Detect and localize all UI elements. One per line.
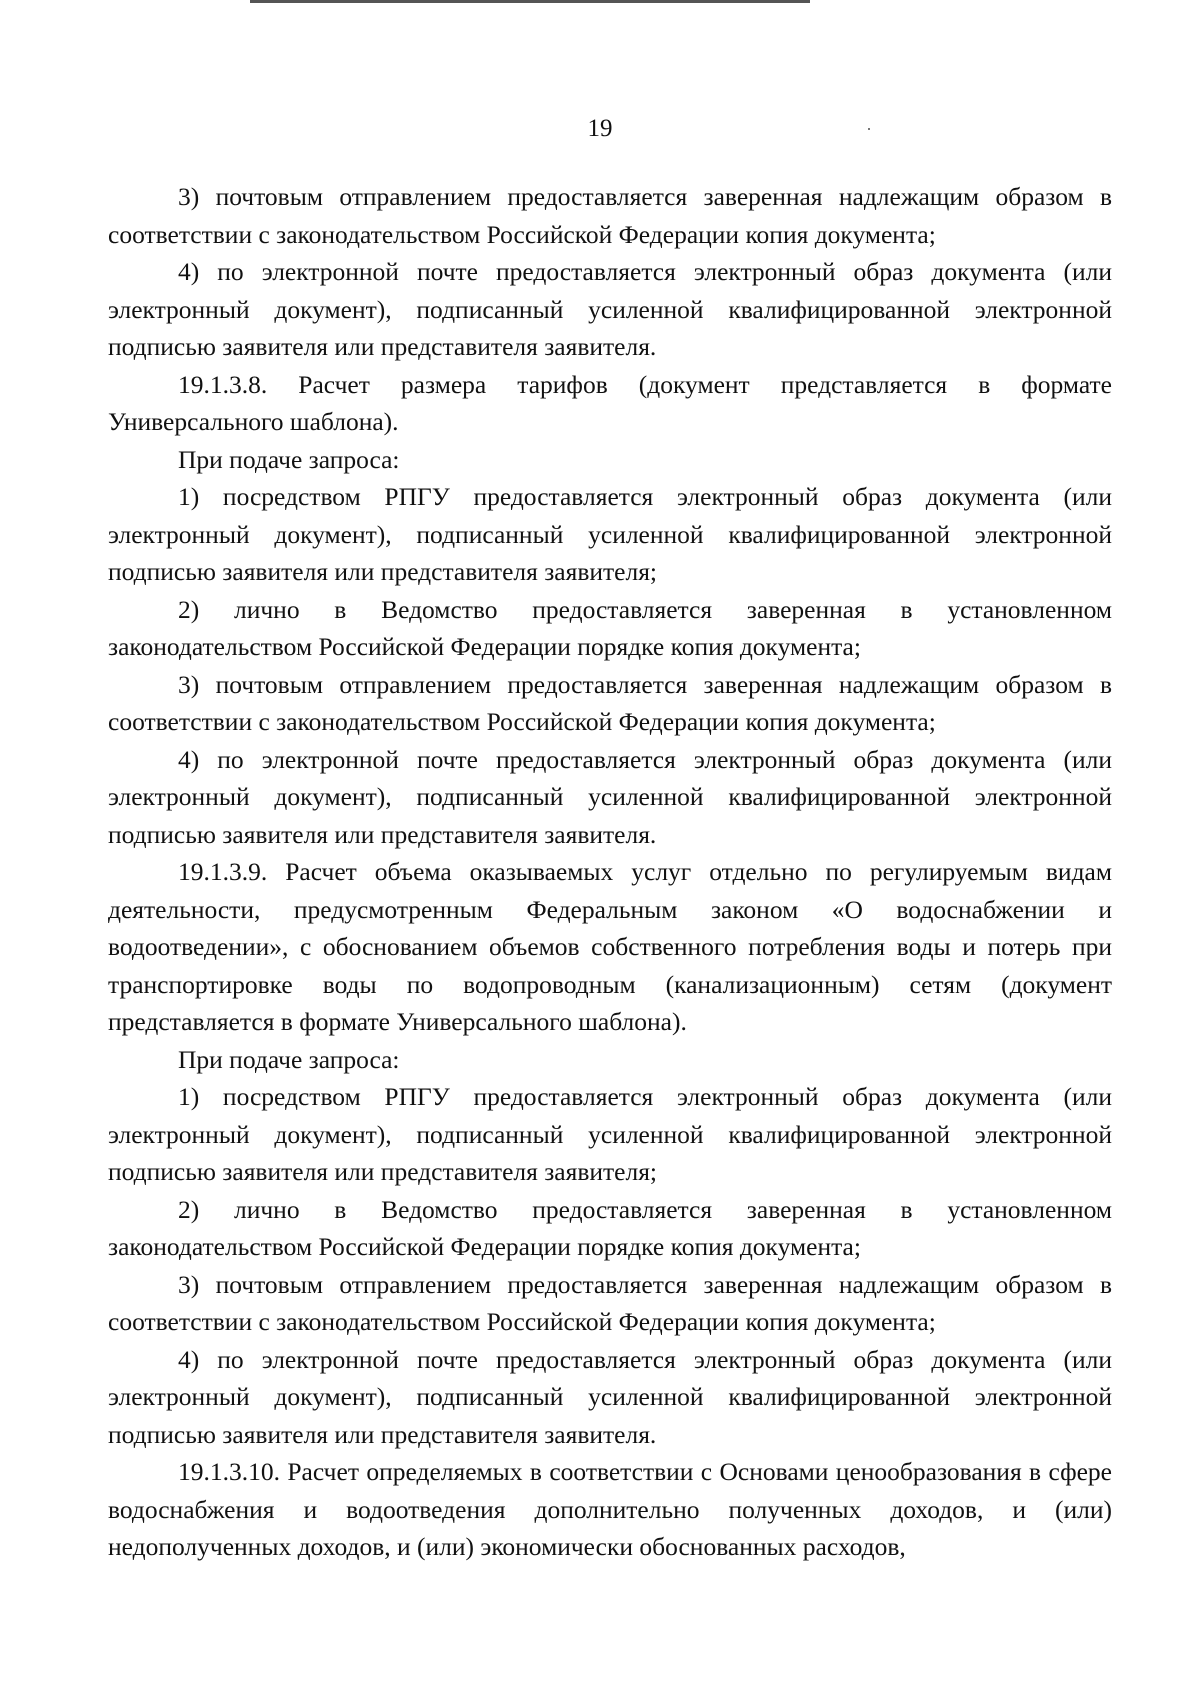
paragraph: 3) почтовым отправлением предоставляется заверенная надлежащим образом в соответствии с законодательством Российской Федерации копия документа; bbox=[108, 182, 1112, 249]
paragraph: 4) по электронной почте предоставляется электронный образ документа (или электронный документ), подписанный усиленной квалифицированной электронной подписью заявителя или представителя заявителя. bbox=[108, 744, 1112, 849]
paragraph: 4) по электронной почте предоставляется электронный образ документа (или электронный документ), подписанный усиленной квалифицированной электронной подписью заявителя или представителя заявителя. bbox=[108, 1344, 1112, 1449]
scan-edge-line bbox=[250, 0, 810, 3]
paragraph: 3) почтовым отправлением предоставляется заверенная надлежащим образом в соответствии с законодательством Российской Федерации копия документа; bbox=[108, 1269, 1112, 1336]
document-body bbox=[108, 178, 1112, 1566]
paragraph: При подаче запроса: bbox=[178, 1044, 400, 1074]
paragraph: 2) лично в Ведомство предоставляется заверенная в установленном законодательством Российской Федерации порядке копия документа; bbox=[108, 594, 1112, 661]
paragraph: 1) посредством РПГУ предоставляется электронный образ документа (или электронный документ), подписанный усиленной квалифицированной электронной подписью заявителя или представителя заявителя; bbox=[108, 1082, 1112, 1186]
page-number: 19 bbox=[587, 115, 613, 142]
paragraph: 19.1.3.9. Расчет объема оказываемых услуг отдельно по регулируемым видам деятельности, предусмотренным Федеральным законом «О водоснабжении и водоотведении», с обоснованием объемов собственного потребления воды и потерь при транспортировке воды по водопроводным (канализационным) сетям (документ представляется в формате Универсального шаблона). bbox=[108, 857, 1112, 1036]
paragraph: 2) лично в Ведомство предоставляется заверенная в установленном законодательством Российской Федерации порядке копия документа; bbox=[108, 1194, 1112, 1261]
paragraph: 19.1.3.8. Расчет размера тарифов (документ представляется в формате Универсального шаблона). bbox=[108, 369, 1112, 436]
paragraph: 4) по электронной почте предоставляется электронный образ документа (или электронный документ), подписанный усиленной квалифицированной электронной подписью заявителя или представителя заявителя. bbox=[108, 257, 1112, 361]
paragraph: При подаче запроса: bbox=[178, 444, 400, 474]
paragraph: 3) почтовым отправлением предоставляется заверенная надлежащим образом в соответствии с законодательством Российской Федерации копия документа; bbox=[108, 669, 1112, 736]
paragraph: 1) посредством РПГУ предоставляется электронный образ документа (или электронный документ), подписанный усиленной квалифицированной электронной подписью заявителя или представителя заявителя; bbox=[108, 482, 1112, 586]
paragraph: 19.1.3.10. Расчет определяемых в соответствии с Основами ценообразования в сфере водоснабжения и водоотведения дополнительно полученных доходов, и (или) недополученных доходов, и (или) экономически обоснованных расходов, bbox=[108, 1457, 1112, 1561]
